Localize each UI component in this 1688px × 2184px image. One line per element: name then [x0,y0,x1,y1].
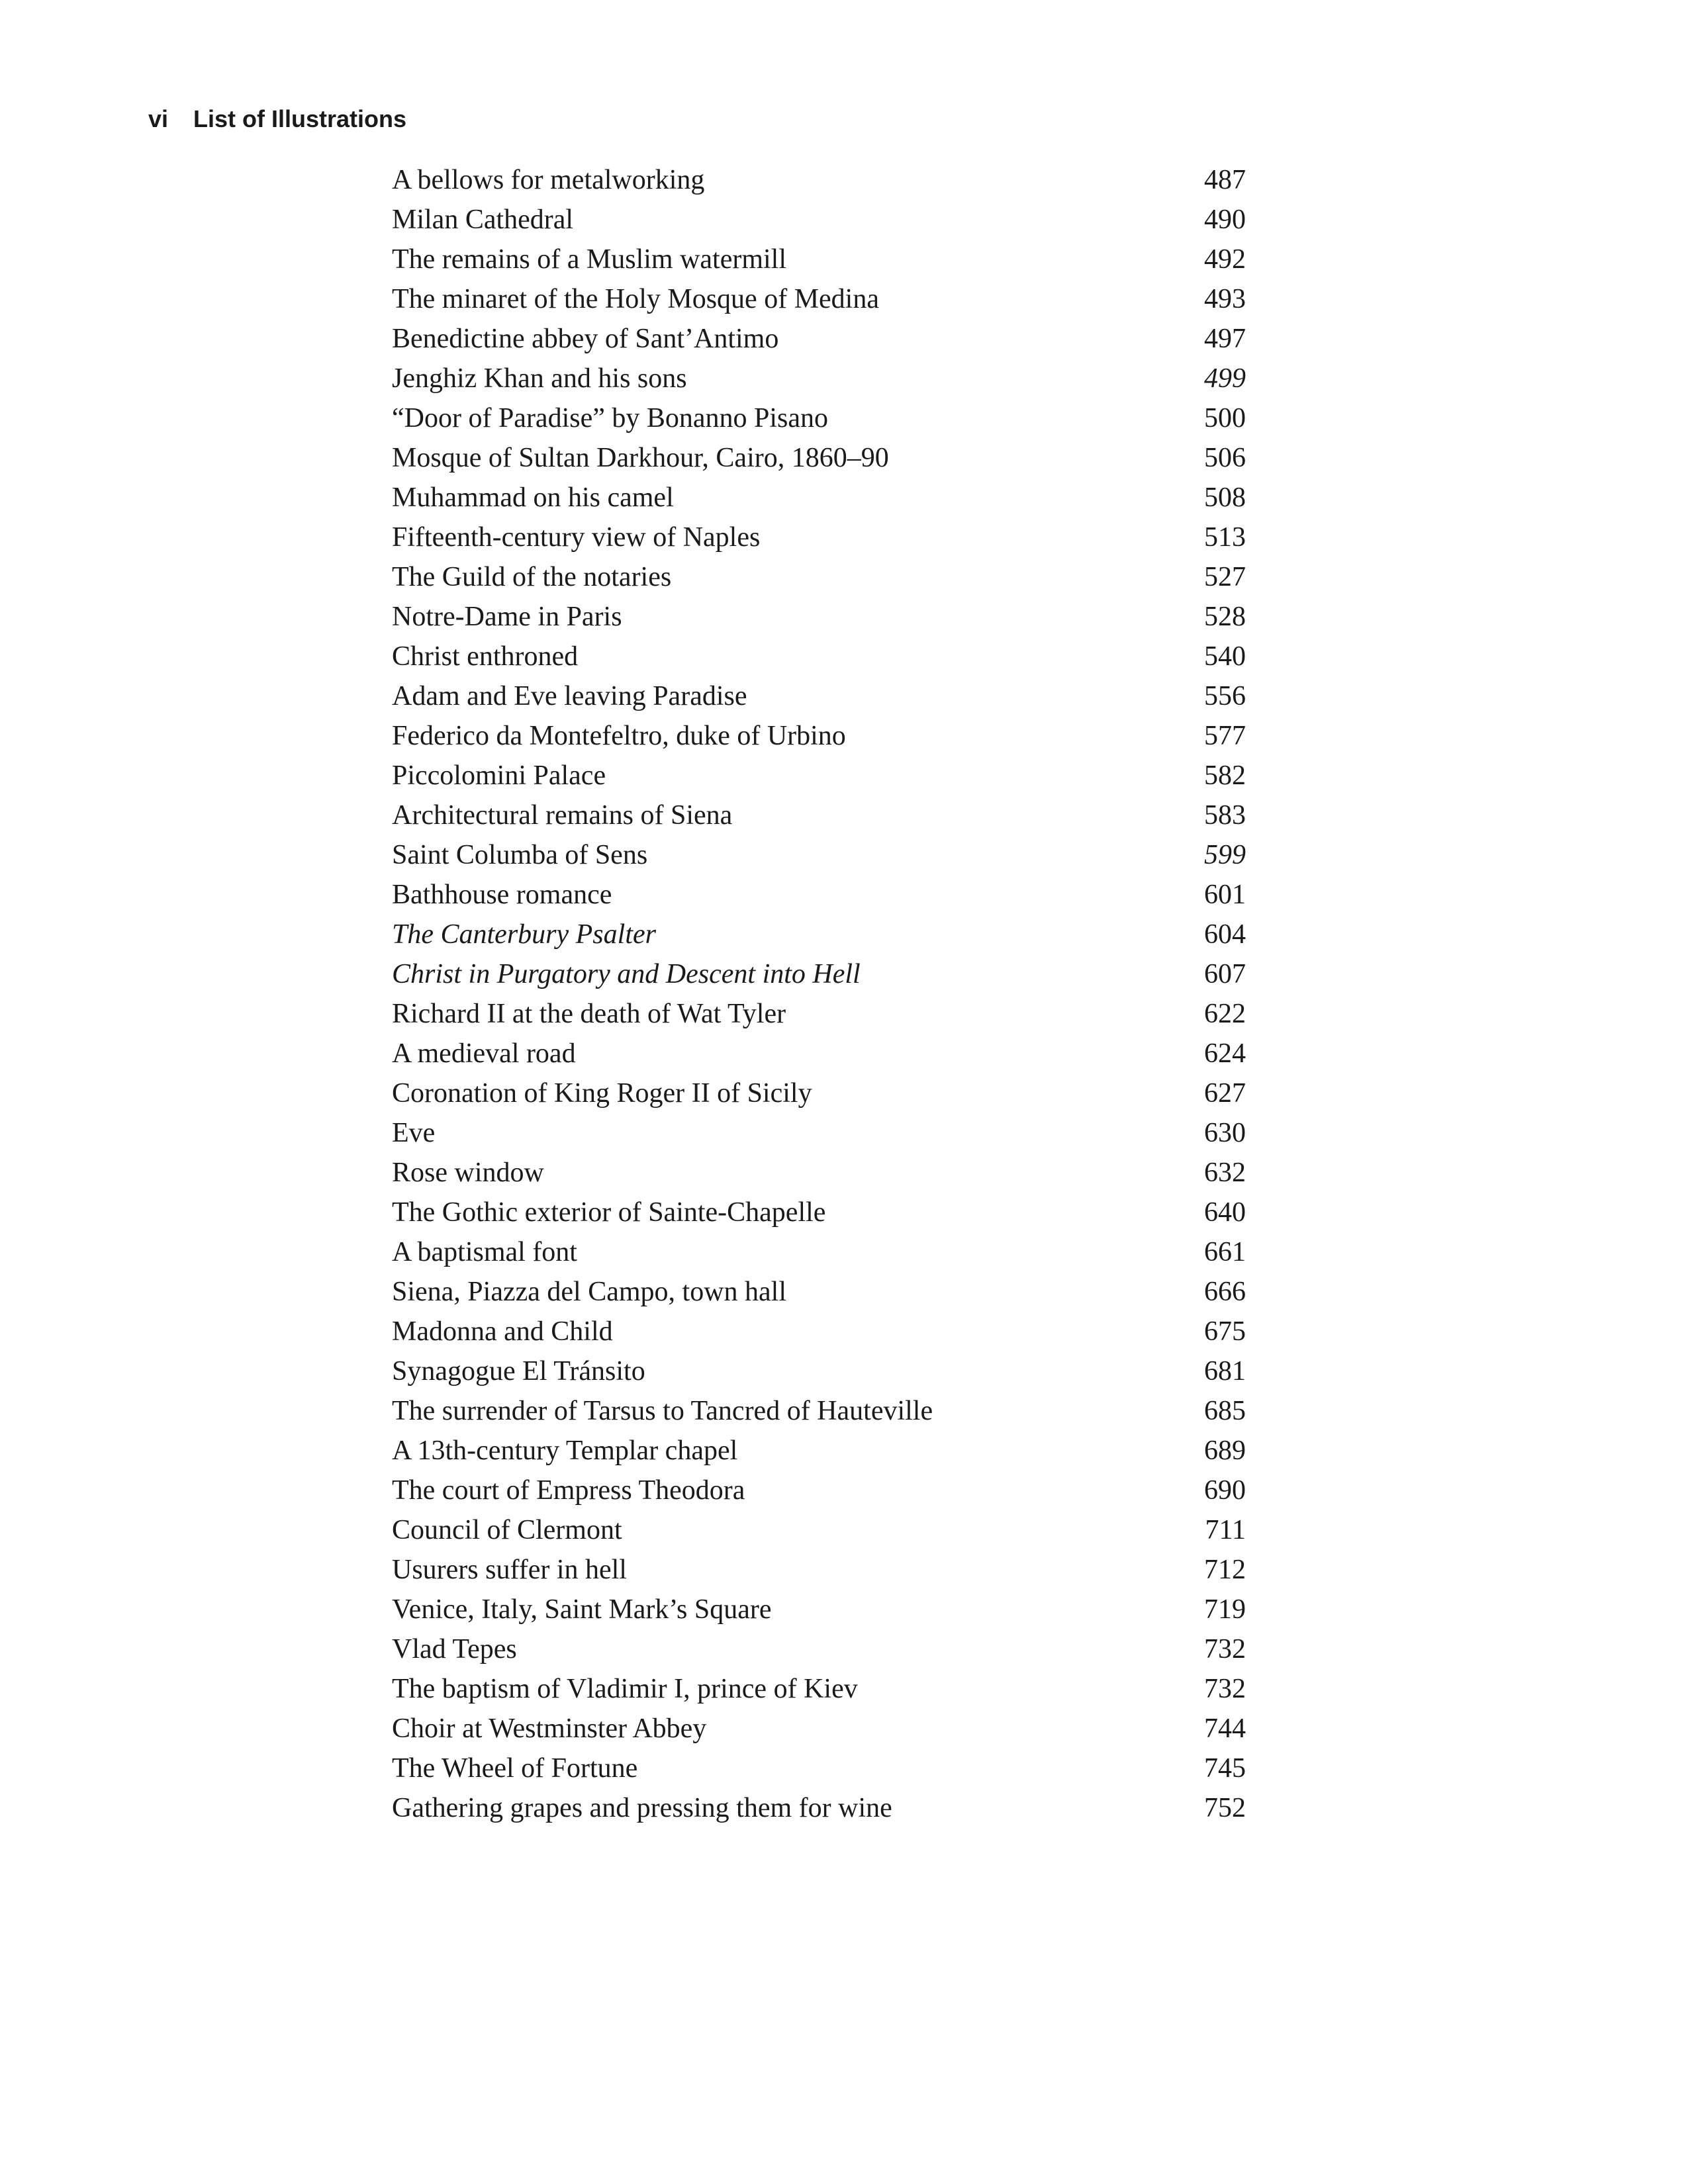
illustration-title: Architectural remains of Siena [392,800,733,831]
illustration-page-number: 508 [1204,482,1246,513]
list-item [392,1788,1246,1828]
illustration-title: Fifteenth-century view of Naples [392,522,761,553]
list-item [392,1391,1246,1431]
illustration-title: The surrender of Tarsus to Tancred of Hauteville [392,1396,933,1426]
illustration-page-number: 607 [1204,959,1246,989]
illustration-page-number: 499 [1204,363,1246,394]
illustration-page-number: 745 [1204,1753,1246,1784]
illustration-title: Gathering grapes and pressing them for wine [392,1793,892,1823]
illustration-page-number: 627 [1204,1078,1246,1109]
illustration-page-number: 601 [1204,880,1246,910]
list-item [392,637,1246,676]
page-number: vi [148,105,169,132]
illustration-title: Council of Clermont [392,1515,622,1545]
illustration-title: Notre-Dame in Paris [392,602,622,632]
illustration-page-number: 744 [1204,1713,1246,1744]
list-item [392,359,1246,398]
illustration-title: “Door of Paradise” by Bonanno Pisano [392,403,829,433]
list-item [392,1272,1246,1312]
illustration-page-number: 577 [1204,721,1246,751]
illustration-page-number: 583 [1204,800,1246,831]
illustration-title: Choir at Westminster Abbey [392,1713,707,1744]
illustration-page-number: 582 [1204,760,1246,791]
illustration-page-number: 622 [1204,999,1246,1029]
illustration-title: Synagogue El Tránsito [392,1356,645,1387]
illustration-title: Rose window [392,1158,544,1188]
illustration-title: Vlad Tepes [392,1634,517,1664]
illustration-page-number: 492 [1204,244,1246,275]
illustration-page-number: 690 [1204,1475,1246,1506]
illustration-title: Madonna and Child [392,1316,613,1347]
illustration-title: The Wheel of Fortune [392,1753,638,1784]
list-item [392,1193,1246,1232]
illustration-page-number: 632 [1204,1158,1246,1188]
illustration-title: Milan Cathedral [392,205,574,235]
list-item [392,875,1246,915]
list-item [392,319,1246,359]
illustration-page-number: 599 [1204,840,1246,870]
list-item [392,1510,1246,1550]
illustration-page-number: 661 [1204,1237,1246,1267]
list-item [392,835,1246,875]
illustration-page-number: 487 [1204,165,1246,195]
illustration-title: Federico da Montefeltro, duke of Urbino [392,721,846,751]
list-item [392,557,1246,597]
list-item [392,1351,1246,1391]
list-item [392,716,1246,756]
illustration-page-number: 666 [1204,1277,1246,1307]
illustration-page-number: 681 [1204,1356,1246,1387]
illustration-page-number: 624 [1204,1038,1246,1069]
illustration-page-number: 500 [1204,403,1246,433]
list-item [392,1073,1246,1113]
illustration-title: Benedictine abbey of Sant’Antimo [392,324,779,354]
illustration-title: The court of Empress Theodora [392,1475,745,1506]
list-item [392,1232,1246,1272]
list-item [392,1471,1246,1510]
illustration-title: Muhammad on his camel [392,482,674,513]
illustration-page-number: 719 [1204,1594,1246,1625]
illustration-page-number: 556 [1204,681,1246,711]
illustration-page-number: 675 [1204,1316,1246,1347]
running-head [148,99,406,139]
list-item [392,915,1246,954]
illustration-title: A baptismal font [392,1237,577,1267]
illustration-title: The remains of a Muslim watermill [392,244,787,275]
illustration-page-number: 490 [1204,205,1246,235]
list-item [392,1629,1246,1669]
illustration-title: The minaret of the Holy Mosque of Medina [392,284,879,314]
illustration-title: Christ in Purgatory and Descent into Hell [392,959,861,989]
illustration-title: The Guild of the notaries [392,562,672,592]
illustration-title: The Gothic exterior of Sainte-Chapelle [392,1197,826,1228]
list-item [392,756,1246,796]
illustration-page-number: 732 [1204,1634,1246,1664]
illustration-title: Christ enthroned [392,641,579,672]
illustration-page-number: 630 [1204,1118,1246,1148]
list-item [392,597,1246,637]
illustration-title: Mosque of Sultan Darkhour, Cairo, 1860–90 [392,443,889,473]
illustration-title: A 13th-century Templar chapel [392,1435,738,1466]
illustration-page-number: 685 [1204,1396,1246,1426]
illustration-page-number: 513 [1204,522,1246,553]
list-item [392,954,1246,994]
illustration-title: Usurers suffer in hell [392,1555,627,1585]
illustration-page-number: 528 [1204,602,1246,632]
list-item [392,478,1246,518]
illustration-page-number: 711 [1205,1515,1246,1545]
running-title: List of Illustrations [193,105,407,132]
list-item [392,1431,1246,1471]
illustration-title: Eve [392,1118,436,1148]
illustration-title: Saint Columba of Sens [392,840,648,870]
illustration-title: A medieval road [392,1038,576,1069]
illustration-title: Jenghiz Khan and his sons [392,363,687,394]
list-item [392,796,1246,835]
illustrations-list [392,160,1246,1828]
illustration-page-number: 604 [1204,919,1246,950]
illustration-title: Adam and Eve leaving Paradise [392,681,747,711]
illustration-page-number: 640 [1204,1197,1246,1228]
list-item [392,398,1246,438]
illustration-title: Venice, Italy, Saint Mark’s Square [392,1594,772,1625]
illustration-title: Richard II at the death of Wat Tyler [392,999,786,1029]
illustration-title: A bellows for metalworking [392,165,705,195]
list-item [392,1709,1246,1749]
illustration-page-number: 497 [1204,324,1246,354]
list-item [392,1034,1246,1073]
illustration-page-number: 493 [1204,284,1246,314]
illustration-page-number: 689 [1204,1435,1246,1466]
list-item [392,160,1246,200]
illustration-page-number: 527 [1204,562,1246,592]
illustration-page-number: 506 [1204,443,1246,473]
illustration-title: The baptism of Vladimir I, prince of Kiev [392,1674,858,1704]
illustration-page-number: 732 [1204,1674,1246,1704]
list-item [392,438,1246,478]
list-item [392,240,1246,279]
list-item [392,1312,1246,1351]
list-item [392,1113,1246,1153]
illustration-title: Siena, Piazza del Campo, town hall [392,1277,787,1307]
list-item [392,1550,1246,1590]
list-item [392,518,1246,557]
list-item [392,994,1246,1034]
illustration-page-number: 712 [1204,1555,1246,1585]
illustration-page-number: 540 [1204,641,1246,672]
illustration-title: Piccolomini Palace [392,760,606,791]
illustration-title: Bathhouse romance [392,880,612,910]
list-item [392,200,1246,240]
list-item [392,279,1246,319]
illustration-title: The Canterbury Psalter [392,919,656,950]
list-item [392,1669,1246,1709]
list-item [392,1749,1246,1788]
list-item [392,676,1246,716]
illustration-title: Coronation of King Roger II of Sicily [392,1078,812,1109]
list-item [392,1153,1246,1193]
illustration-page-number: 752 [1204,1793,1246,1823]
list-item [392,1590,1246,1629]
